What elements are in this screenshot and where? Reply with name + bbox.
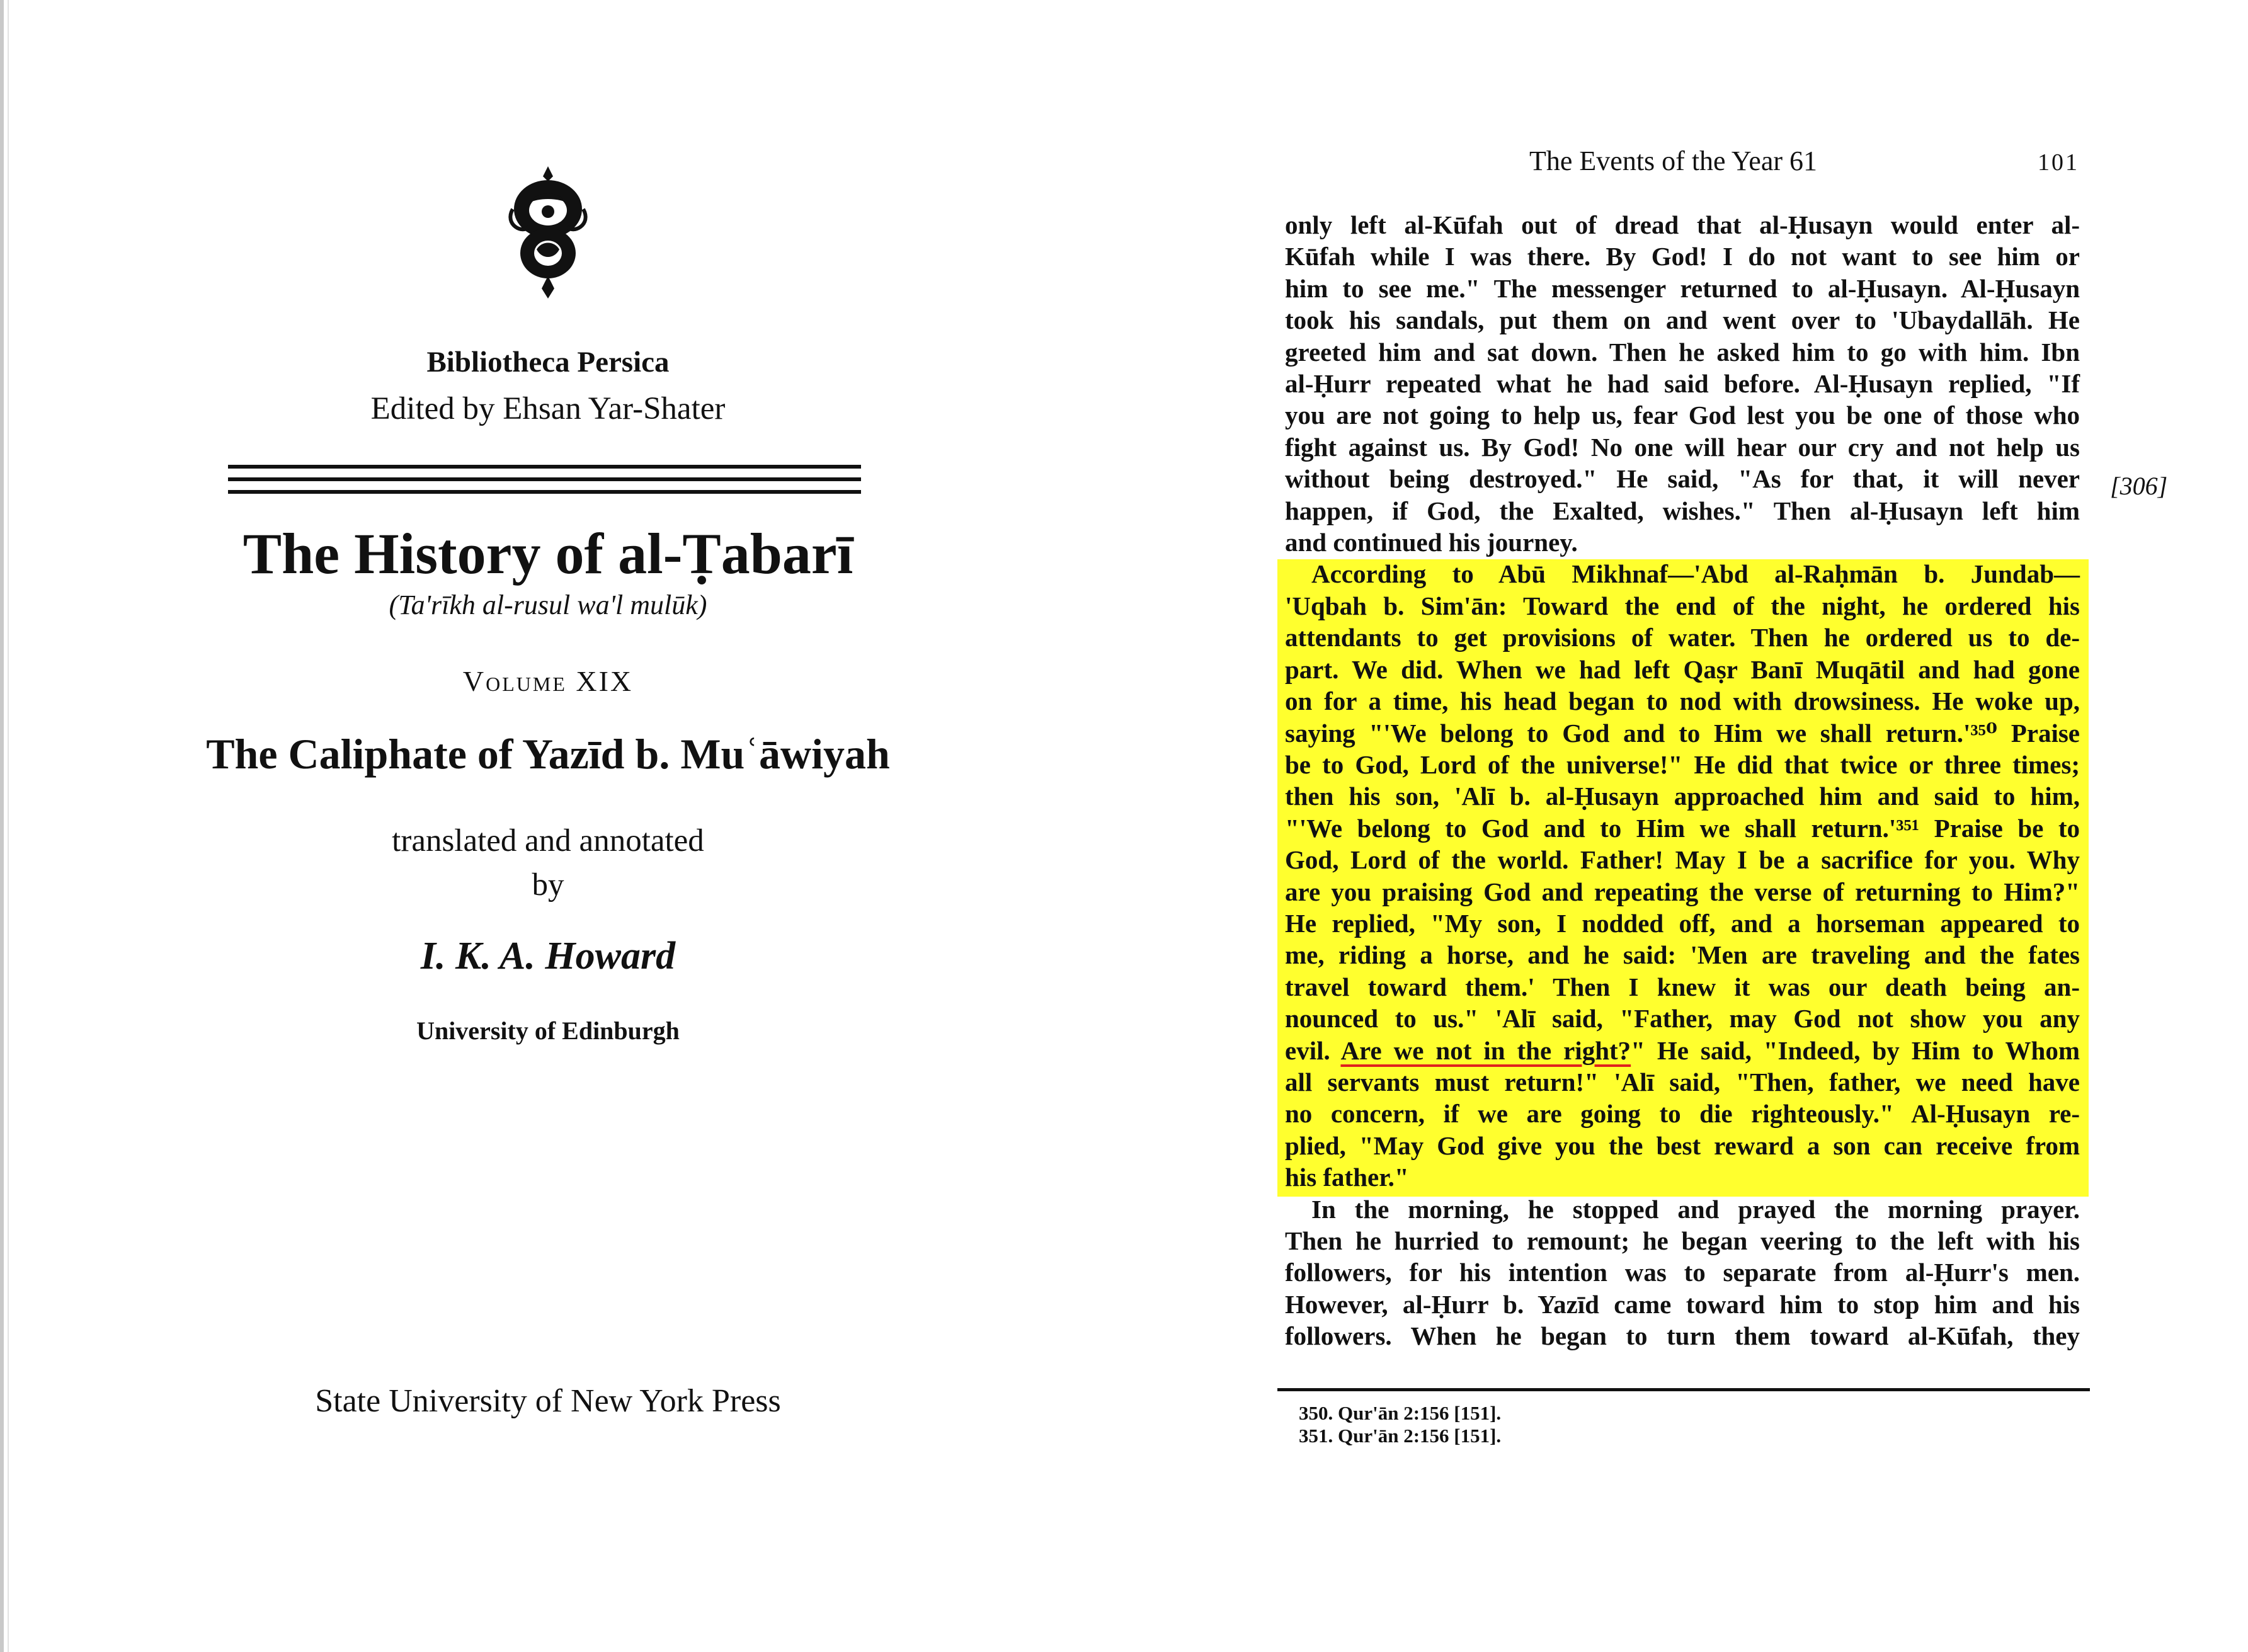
text-line: travel toward them.' Then I knew it was our death being an- — [1285, 972, 2080, 1001]
text-fragment: evil. — [1285, 1035, 1330, 1065]
series-name: Bibliotheca Persica — [426, 346, 670, 379]
series-editor: Edited by Ehsan Yar-Shater — [370, 391, 726, 426]
book-subtitle: (Ta'rīkh al-rusul wa'l mulūk) — [389, 590, 707, 620]
text-line: only left al-Kūfah out of dread that al-Ḥusayn would enter al- — [1285, 210, 2080, 239]
text-line: and continued his journey. — [1285, 528, 1578, 557]
text-line-underlined — [1285, 1035, 2080, 1066]
translated-annotated: translated and annotated — [392, 823, 704, 858]
text-line: attendants to get provisions of water. Then he ordered us to de- — [1285, 623, 2080, 652]
book-title: The History of al-Ṭabarī — [242, 521, 853, 586]
volume-title: The Caliphate of Yazīd b. Muʿāwiyah — [206, 730, 890, 778]
page-edge — [0, 0, 4, 1652]
footnote: 351. Qur'ān 2:156 [151]. — [1299, 1425, 1502, 1447]
text-line: followers. When he began to turn them toward al-Kūfah, they — [1285, 1321, 2080, 1351]
text-line: nounced to us." 'Alī said, "Father, may God not show you any — [1285, 1004, 2080, 1034]
text-line: In the morning, he stopped and prayed the morning prayer. — [1311, 1194, 2080, 1224]
by-label: by — [532, 867, 564, 903]
running-head: The Events of the Year 61 — [1529, 145, 1818, 176]
text-line: al-Ḥurr repeated what he had said before. Al-Ḥusayn replied, "If — [1285, 369, 2080, 399]
publisher: State University of New York Press — [315, 1383, 781, 1419]
footnote: 350. Qur'ān 2:156 [151]. — [1299, 1402, 1502, 1424]
text-line: plied, "May God give you the best reward a son can receive from — [1285, 1131, 2080, 1160]
text-line: on for a time, his head began to nod with drowsiness. He woke up, — [1285, 686, 2080, 716]
text-line: fight against us. By God! No one will hear our cry and not help us — [1285, 432, 2080, 462]
text-line: took his sandals, put them on and went over to 'Ubaydallāh. He — [1285, 305, 2080, 335]
text-line: greeted him and sat down. Then he asked him to go with him. Ibn — [1285, 337, 2080, 367]
double-rule-middle — [228, 477, 861, 481]
text-line: 'Uqbah b. Sim'ān: Toward the end of the night, he ordered his — [1285, 591, 2080, 620]
double-rule-bottom — [228, 490, 861, 494]
author-name: I. K. A. Howard — [420, 935, 676, 977]
text-line: all servants must return!" 'Alī said, "Then, father, we need have — [1285, 1067, 2080, 1097]
text-line: Then he hurried to remount; he began veering to the left with his — [1285, 1226, 2080, 1255]
text-line: However, al-Ḥurr b. Yazīd came toward him to stop him and his — [1285, 1289, 2080, 1319]
footnote-rule — [1277, 1388, 2090, 1391]
underlined-phrase: Are we not in the right? — [1340, 1035, 1631, 1065]
author-affiliation: University of Edinburgh — [416, 1017, 680, 1045]
text-line: him to see me." The messenger returned to al-Ḥusayn. Al-Ḥusayn — [1285, 273, 2080, 303]
text-line: He replied, "My son, I nodded off, and a horseman appeared to — [1285, 908, 2080, 938]
text-line: According to Abū Mikhnaf—'Abd al-Raḥmān b. Jundab— — [1311, 559, 2080, 589]
page-number: 101 — [2038, 149, 2079, 176]
text-fragment: " He said, "Indeed, by Him to Whom — [1631, 1035, 2080, 1065]
footnotes — [1299, 1402, 1501, 1447]
text-line: followers, for his intention was to separate from al-Ḥurr's men. — [1285, 1258, 2080, 1287]
double-rule-top — [228, 465, 861, 469]
text-line: are you praising God and repeating the verse of returning to Him?" — [1285, 877, 2080, 906]
text-line: his father." — [1285, 1163, 1409, 1192]
text-line: you are not going to help us, fear God lest you be one of those who — [1285, 401, 2080, 430]
body-text — [1285, 209, 2080, 1352]
volume-number: Volume XIX — [462, 665, 634, 697]
page-edge-line — [8, 0, 9, 1652]
text-line: part. We did. When we had left Qaṣr Banī Muqātil and had gone — [1285, 654, 2080, 684]
text-line: without being destroyed." He said, "As for that, it will never — [1285, 464, 2080, 494]
text-line: me, riding a horse, and he said: 'Men are traveling and the fates — [1285, 940, 2080, 970]
text-line: be to God, Lord of the universe!" He did that twice or three times; — [1285, 749, 2080, 779]
text-line: then his son, 'Alī b. al-Ḥusayn approached him and said to him, — [1285, 782, 2080, 811]
text-line: happen, if God, the Exalted, wishes." Then al-Ḥusayn left him — [1285, 496, 2080, 525]
text-line: "'We belong to God and to Him we shall return.'³⁵¹ Praise be to — [1285, 813, 2080, 843]
text-line: saying "'We belong to God and to Him we shall return.'³⁵⁰ Praise — [1285, 718, 2080, 748]
text-line: no concern, if we are going to die righteously." Al-Ḥusayn re- — [1285, 1099, 2080, 1129]
text-line: God, Lord of the world. Father! May I be a sacrifice for you. Why — [1285, 845, 2080, 875]
margin-page-reference: [306] — [2110, 472, 2168, 500]
fleuron-ornament-icon — [504, 165, 592, 304]
text-line: Kūfah while I was there. By God! I do not want to see him or — [1285, 242, 2080, 271]
